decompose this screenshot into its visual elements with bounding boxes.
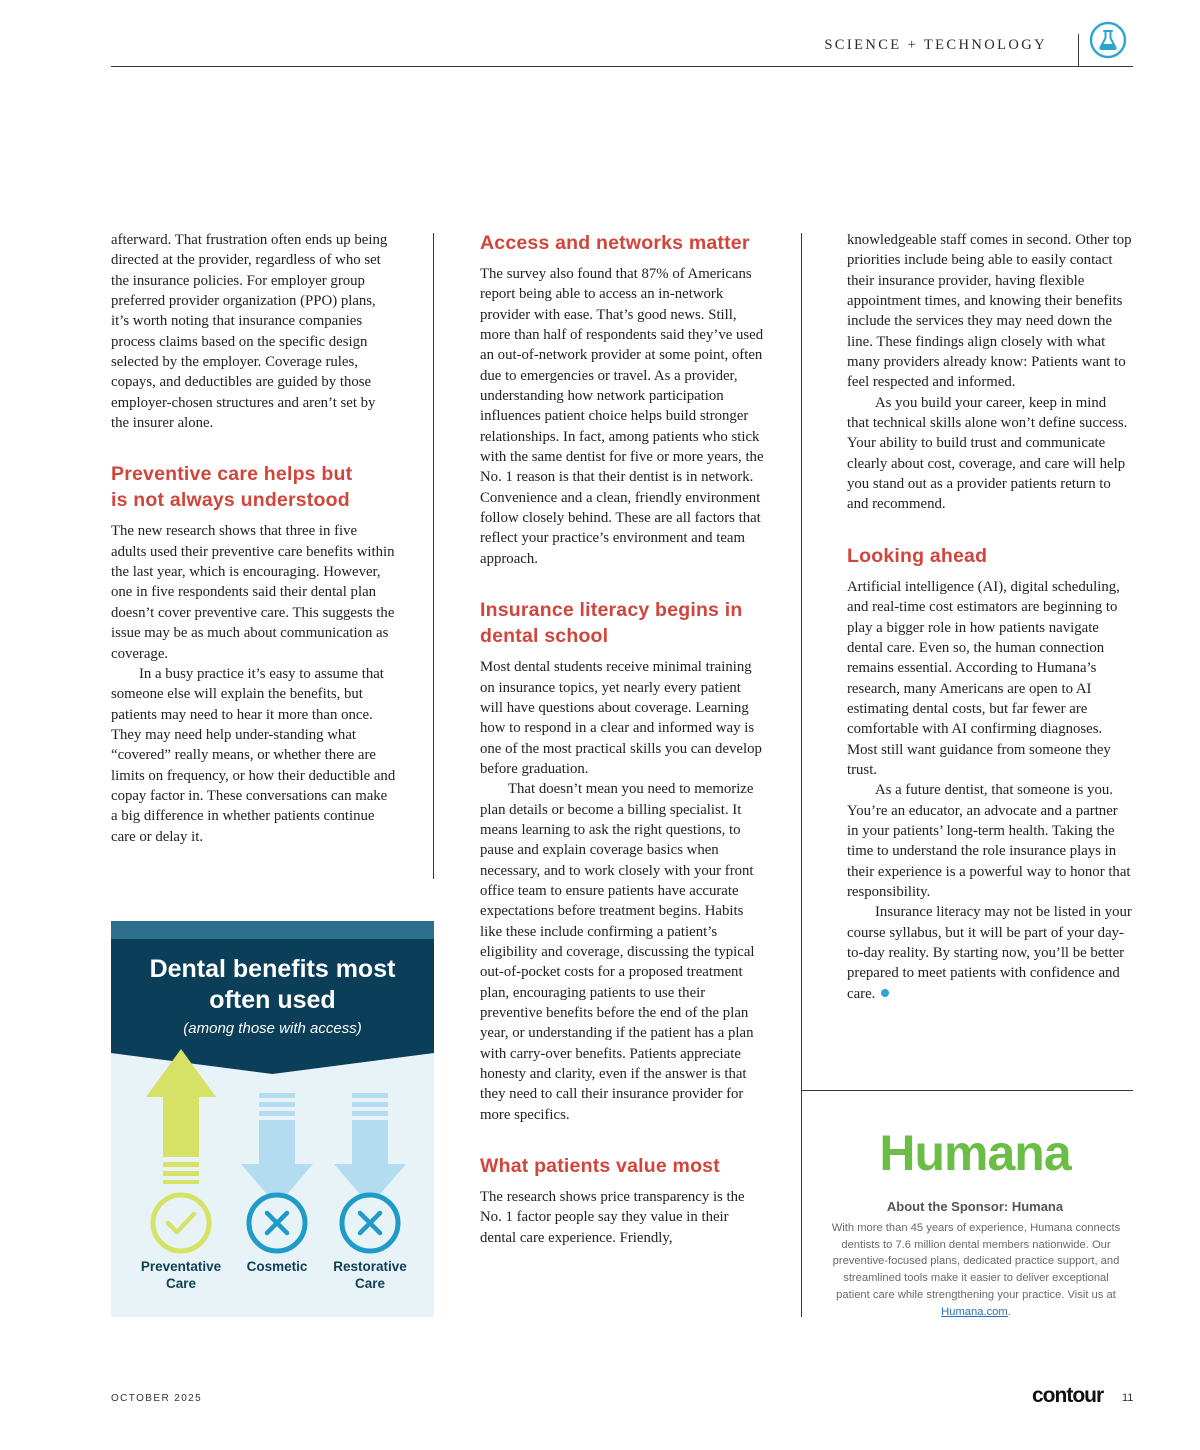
up-arrow-icon bbox=[146, 1049, 216, 1184]
paragraph: Artificial intelligence (AI), digital scheduling, and real-time cost estimators are beginning to play a bigger role in how patients navigate dental care. Even so, the human connection remains essential. According to Humana’s research, many Americans are open to AI estimating dental costs, but far fewer are comfortable with AI confirming diagnoses. Most still want guidance from someone they trust. bbox=[847, 578, 1120, 778]
x-circle-icon bbox=[249, 1195, 305, 1251]
title-line: Dental benefits most bbox=[149, 955, 396, 983]
paragraph: knowledgeable staff comes in second. Other top priorities include being able to easily contact their insurance provider, having flexible appointment times, and knowing their benefits include the services they may need down the line. These findings align closely with what many providers already know: Patients want to feel respected and informed. bbox=[847, 232, 1132, 391]
page-number: 11 bbox=[1122, 1392, 1134, 1404]
column-divider bbox=[433, 233, 434, 879]
header-divider bbox=[1078, 34, 1079, 66]
section-heading-literacy bbox=[480, 597, 765, 649]
benefits-infographic bbox=[111, 921, 434, 1317]
paragraph: As you build your career, keep in mind that technical skills alone won’t define success. Your ability to build trust and communicate clearly about cost, coverage, and care will help you stand out as a provider patients return to and recommend. bbox=[847, 394, 1128, 513]
paragraph: In a busy practice it’s easy to assume that someone else will explain the benefits, but patients may need to hear it more than once. They may need help under-standing what “covered” really means, or whether there are limits on frequency, or how their deductible and copay factor in. These conversations can make a big difference in whether patients continue care or delay it. bbox=[111, 665, 396, 845]
heading-line: dental school bbox=[480, 625, 609, 648]
label-restorative: Restorative Care bbox=[333, 1259, 407, 1291]
sponsor-divider bbox=[801, 1090, 1133, 1091]
paragraph: That doesn’t mean you need to memorize plan details or become a billing specialist. It means learning to ask the right questions, to pause and explain coverage basics when necessary, and to work closely with your front office team to ensure patients have accurate expectations before treatment begins. Habits like these include confirming a patient’s eligibility and coverage, discussing the typical out-of-pocket costs for a proposed treatment plan, encouraging patients to use their preventive benefits before the end of the plan year, or understanding if the patient has a plan with carry-over benefits. Patients appreciate honesty and clarity, even if the answer is that they need to call their insurance provider for more specifics. bbox=[480, 781, 755, 1123]
x-circle-icon bbox=[342, 1195, 398, 1251]
label-preventative: Preventative Care bbox=[140, 1259, 222, 1291]
sponsor-body: With more than 45 years of experience, Humana connects dentists to 7.6 million dental members nationwide. Our preventive-focused plans, dedicated practice support, and streamlined tools make it easier to deliver exceptional patient care while strengthening your practice. Visit us at Humana.com. bbox=[831, 1222, 1121, 1318]
paragraph: As a future dentist, that someone is you. You’re an educator, an advocate and a partner in your patients’ long-term health. Taking the time to understand the role insurance plays in their experience is a powerful way to honor that responsibility. bbox=[847, 782, 1131, 900]
article-column-2 bbox=[480, 230, 765, 1248]
down-arrow-icon bbox=[241, 1093, 313, 1206]
humana-logo: Humana bbox=[879, 1125, 1071, 1181]
end-mark-icon bbox=[881, 989, 889, 997]
section-heading-preventive bbox=[111, 461, 396, 513]
heading-line: is not always understood bbox=[111, 489, 350, 512]
magazine-logo: contour bbox=[1032, 1384, 1104, 1407]
label-cosmetic: Cosmetic bbox=[246, 1259, 308, 1274]
paragraph: Most dental students receive minimal training on insurance topics, yet nearly every patient will have questions about coverage. Learning how to respond in a clear and informed way is one of the most practical skills you can develop before graduation. bbox=[480, 659, 762, 777]
title-line: often used bbox=[209, 986, 336, 1014]
issue-date: OCTOBER 2025 bbox=[111, 1393, 203, 1404]
humana-link[interactable]: Humana.com bbox=[941, 1305, 1008, 1318]
flask-icon bbox=[1089, 21, 1127, 59]
sponsor-title: About the Sponsor: Humana bbox=[886, 1199, 1064, 1214]
paragraph: The research shows price transparency is the No. 1 factor people say they value in their dental care experience. Friendly, bbox=[480, 1189, 745, 1246]
heading-line: Preventive care helps but bbox=[111, 463, 353, 486]
paragraph: The new research shows that three in five adults used their preventive care benefits within the last year, which is encouraging. However, one in five respondents said their dental plan doesn’t cover preventive care. This suggests the issue may be as much about communication as coverage. bbox=[111, 523, 395, 662]
down-arrow-icon bbox=[334, 1093, 406, 1206]
section-heading-ahead: Looking ahead bbox=[847, 544, 988, 567]
paragraph: The survey also found that 87% of Americans report being able to access an in-network provider with ease. That’s good news. Still, more than half of respondents said they’ve used an out-of-network provider at some point, often due to emergencies or travel. As a provider, understanding how network participation influences patient choice helps build stronger relationships. In fact, among patients who stick with the same dentist for five or more years, the No. 1 reason is that their dentist is in network. Convenience and a clean, friendly environment follow closely behind. These are all factors that reflect your practice’s environment and team approach. bbox=[480, 266, 764, 567]
section-heading-values: What patients value most bbox=[480, 1155, 720, 1178]
heading-line: Insurance literacy begins in bbox=[480, 599, 743, 622]
section-label: SCIENCE + TECHNOLOGY bbox=[824, 37, 1047, 53]
check-circle-icon bbox=[153, 1195, 209, 1251]
infographic-title bbox=[111, 954, 434, 1016]
article-column-3 bbox=[847, 230, 1132, 1004]
header-rule bbox=[111, 66, 1133, 67]
paragraph-final: Insurance literacy may not be listed in your course syllabus, but it will be part of your day-to-day reality. By starting now, you’ll be better prepared to meet patients with confidence and care. bbox=[847, 904, 1132, 1002]
article-column-1 bbox=[111, 230, 396, 847]
paragraph: afterward. That frustration often ends up being directed at the provider, regardless of who set the insurance policies. For employer group preferred provider organization (PPO) plans, it’s worth noting that insurance companies process claims based on the specific design selected by the employer. Coverage rules, copays, and deductibles are guided by those employer-chosen structures and aren’t set by the insurer alone. bbox=[111, 232, 388, 432]
section-heading-access: Access and networks matter bbox=[480, 232, 750, 254]
infographic-subtitle: (among those with access) bbox=[183, 1020, 362, 1037]
